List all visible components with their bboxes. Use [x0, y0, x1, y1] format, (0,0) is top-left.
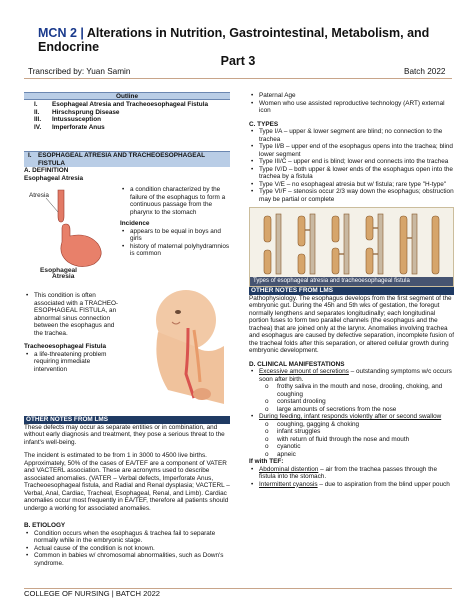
lms-paragraph: The incident is estimated to be from 1 in 3000 to 4500 live births. Approximately, 50% of the cases of EA/TEF are a component of VATER and VACTERL association. These are acronyms used to describe associated anomalies. (VATER – Verbal defects, Imperforate Anus, Tracheoesophageal fistula, and Radial and Renal dysplasia; VACTERL – Verbal, Anal, Cardiac, Tracheal, Esophageal, Renal, and Limb). Cardiac anomalies occur most frequently in EA/TEF, therefore all patients should undergo a working for associated anomalies.	[24, 452, 230, 512]
etiology-item: • Condition occurs when the esophagus & trachea fail to separate normally while in the embryonic stage.	[24, 530, 230, 545]
title-separator: |	[76, 26, 87, 40]
type-item: • Type III/C – upper end is blind; lower end connects into the trachea	[249, 158, 454, 166]
type-item: • Type II/B – upper end of the esophagus opens into the trachea; blind lower segment	[249, 143, 454, 158]
type-item: • Type IV/D – both upper & lower ends of the esophagus open into the trachea by a fistula	[249, 166, 454, 181]
manifestation-item: • During feeding, infant responds violently after or second swallow	[249, 413, 454, 421]
incidence-item: • appears to be equal in boys and girls	[120, 228, 230, 243]
incidence-item: • history of maternal polyhydramnios is common	[120, 243, 230, 258]
esophageal-atresia-illustration	[28, 184, 116, 278]
risk-item: • Women who use assisted reproductive technology (ART) external icon	[249, 100, 454, 115]
outline-item: IV. Imperforate Anus	[34, 123, 105, 131]
tef-subheading: If with TEF:	[249, 458, 284, 465]
manifestation-subitem: o infant struggles	[249, 428, 454, 436]
figure-caption: Types of esophageal atresia and tracheoesophageal fistula	[250, 277, 453, 287]
manifestation-subitem: o with return of fluid through the nose and mouth	[249, 436, 454, 444]
manifestation-subitem: o large amounts of secretions from the nose	[249, 406, 454, 414]
incidence-title: Incidence	[120, 220, 150, 227]
type-item: • Type I/A – upper & lower segment are blind; no connection to the trachea	[249, 128, 454, 143]
ea-description: • a condition characterized by the failure of the esophagus to form a continuous passage from the pharynx to the stomach	[120, 186, 230, 216]
etiology-item: • Common in babies w/ chromosomal abnormalities, such as Down's syndrome.	[24, 552, 230, 567]
transcriber: Transcribed by: Yuan Samin	[28, 67, 131, 76]
type-item: • Type V/E – no esophageal atresia but w/ fistula; rare type "H-type"	[249, 181, 454, 189]
title-line-2: Part 3	[220, 54, 256, 68]
manifestation-item: • Excessive amount of secretions – outstanding symptoms w/c occurs soon after birth.	[249, 368, 454, 383]
outline-heading: Outline	[24, 92, 230, 100]
lms-paragraph: These defects may occur as separate entities or in combination, and without early diagnosis and treatment, they pose a serious threat to the infant's well-being.	[24, 423, 225, 446]
risk-item: • Paternal Age	[249, 92, 454, 100]
ea-block	[24, 184, 230, 292]
ea-title: Esophageal Atresia	[24, 174, 84, 182]
batch-label: Batch 2022	[404, 67, 446, 76]
manifestation-subitem: o coughing, gagging & choking	[249, 421, 454, 429]
manifestation-subitem: o apneic	[249, 451, 454, 459]
img-label-2: Atresia	[52, 273, 75, 278]
infant-illustration	[128, 286, 228, 406]
lms-notes-bar: OTHER NOTES FROM LMS	[249, 287, 454, 295]
course-code: MCN 2	[38, 26, 77, 40]
manifestation-item: • Intermittent cyanosis – due to aspiration from the blind upper pouch	[249, 481, 454, 489]
img-label-1: Esophageal	[40, 267, 78, 274]
right-column	[249, 92, 454, 488]
left-column	[24, 92, 230, 567]
types-heading: C. TYPES	[249, 120, 279, 128]
header-rule	[24, 78, 452, 79]
atresia-label: Atresia	[29, 192, 49, 199]
tef-description: • a life-threatening problem requiring immediate intervention	[24, 351, 122, 374]
ea-text	[120, 186, 230, 258]
pathophysiology-text: Pathophysiology. The esophagus develops from the first segment of the embryonic gut. During the 45h and 5th wks of gestation, the foregut normally lengthens and separates longitudinally; each longitudinal portion fuses to form two parallel channels (the esophagus and the trachea) that are joined only at the larynx. Anomalies involving trachea and esophagus are caused by defective separation, incomplete fusion of the tracheal folds after this separation, or altered cellular growth during embryonic development.	[249, 294, 454, 354]
manifestations-heading: D. CLINICAL MANIFESTATIONS	[249, 360, 345, 368]
type-item: • Type VI/F – stenosis occur 2/3 way down the esophagus; obstruction may be partial or complete	[249, 188, 454, 203]
outline-list	[24, 101, 230, 131]
definition-heading: A. DEFINITION	[24, 167, 69, 174]
title-line-1: Alterations in Nutrition, Gastrointestinal, Metabolism, and Endocrine	[38, 26, 430, 54]
types-figure	[249, 207, 454, 287]
document-title	[38, 26, 438, 68]
manifestation-subitem: o cyanotic	[249, 443, 454, 451]
etiology-heading: B. ETIOLOGY	[24, 522, 66, 529]
manifestation-subitem: o constant drooling	[249, 398, 454, 406]
lms-notes-bar: OTHER NOTES FROM LMS	[24, 416, 230, 424]
footer: COLLEGE OF NURSING | BATCH 2022	[24, 589, 161, 598]
tef-block	[24, 292, 230, 416]
manifestation-item: • Abdominal distention – air from the trachea passes through the fistula into the stomach.	[249, 466, 454, 481]
section-heading: I. ESOPHAGEAL ATRESIA AND TRACHEOESOPHAGEAL FISTULA	[24, 151, 230, 167]
etiology-item: • Actual cause of the condition is not known.	[24, 545, 230, 553]
outline-item: I. Esophageal Atresia and Tracheoesophageal Fistula	[34, 101, 209, 108]
outline-item: II. Hirschsprung Disease	[34, 108, 120, 116]
manifestation-subitem: o frothy saliva in the mouth and nose, drooling, choking, and coughing	[249, 383, 454, 398]
association-note: • This condition is often associated with a TRACHEO-ESOPHAGEAL FISTULA, an abnormal sinus connection between the esophagus and the trachea.	[24, 292, 122, 337]
outline-item: III. Intussusception	[34, 116, 102, 123]
tef-text	[24, 292, 122, 373]
tef-title: Tracheoesophageal Fistula	[24, 343, 107, 350]
